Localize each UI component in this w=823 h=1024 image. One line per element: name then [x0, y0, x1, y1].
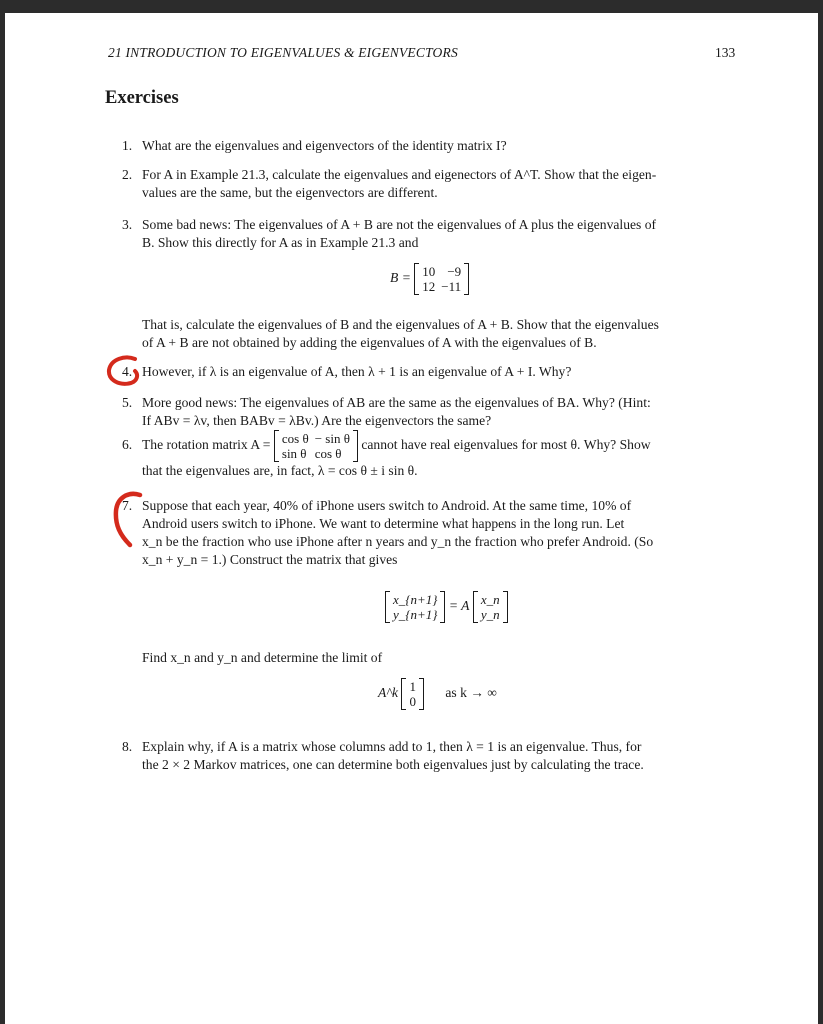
exercise-text-line: values are the same, but the eigenvectors are different. — [142, 185, 438, 200]
initial-vector — [401, 678, 424, 710]
matrix-cell: −11 — [441, 279, 462, 294]
page-number: 133 — [715, 45, 736, 60]
exercise-text-line: of A + B are not obtained by adding the eigenvalues of A with the eigenvalues of B. — [142, 335, 597, 350]
exercise-7 — [122, 497, 744, 569]
chapter-running-title: 21 INTRODUCTION TO EIGENVALUES & EIGENVECTORS — [108, 45, 458, 60]
exercise-text-line: For A in Example 21.3, calculate the eigenvalues and eigenectors of A^T. Show that the eigen- — [142, 167, 657, 182]
exercise-text-line: Some bad news: The eigenvalues of A + B are not the eigenvalues of A plus the eigenvalues of — [142, 217, 657, 232]
vector-cell: 1 — [409, 679, 416, 694]
exercise-number: 5. — [122, 395, 133, 410]
matrix-b-equation — [390, 263, 469, 295]
exercise-text-line: x_n + y_n = 1.) Construct the matrix that gives — [142, 552, 398, 567]
exercise-3-followup — [142, 316, 742, 352]
exercise-3 — [122, 216, 744, 252]
vector-cell: y_n — [480, 607, 500, 622]
exercise-8 — [122, 738, 744, 774]
matrix-power: A^k — [378, 685, 399, 701]
exercise-text-line: x_n be the fraction who use iPhone after n years and y_n the fraction who prefer Android. (So — [142, 534, 654, 549]
matrix-b — [414, 263, 469, 295]
exercise-4 — [122, 363, 744, 381]
vector-next — [385, 591, 445, 623]
exercise-text-line: More good news: The eigenvalues of AB are the same as the eigenvalues of BA. Why? (Hint: — [142, 395, 651, 410]
exercise-number: 8. — [122, 739, 133, 754]
exercise-number: 7. — [122, 498, 133, 513]
exercise-number: 3. — [122, 217, 133, 232]
exercise-number: 2. — [122, 167, 133, 182]
matrix-cell: sin θ — [281, 446, 307, 461]
exercise-2 — [122, 166, 744, 202]
matrix-cell: 12 — [422, 279, 436, 294]
rotation-matrix — [274, 430, 358, 462]
find-limit-text: Find x_n and y_n and determine the limit of — [142, 650, 383, 665]
exercise-number: 4. — [122, 364, 133, 379]
exercise-6 — [122, 430, 744, 480]
exercise-text-line: Android users switch to iPhone. We want to determine what happens in the long run. Let — [142, 516, 625, 531]
textbook-page — [5, 13, 818, 1024]
vector-cell: 0 — [409, 694, 416, 709]
exercise-text-line: B. Show this directly for A as in Example 21.3 and — [142, 235, 419, 250]
limit-expression — [378, 678, 497, 710]
exercise-text-line: that the eigenvalues are, in fact, λ = cos θ ± i sin θ. — [142, 463, 418, 478]
exercise-text-line: Suppose that each year, 40% of iPhone users switch to Android. At the same time, 10% of — [142, 498, 632, 513]
matrix-cell: − sin θ — [314, 431, 350, 446]
equals-a: = A — [448, 598, 470, 614]
exercise-text: What are the eigenvalues and eigenvectors of the identity matrix I? — [142, 138, 507, 153]
matrix-label: B = — [390, 270, 411, 286]
exercise-number: 1. — [122, 138, 133, 153]
exercise-number: 6. — [122, 437, 133, 453]
matrix-cell: −9 — [447, 264, 462, 279]
exercise-text-line: That is, calculate the eigenvalues of B and the eigenvalues of A + B. Show that the eigenvalues — [142, 317, 659, 332]
exercise-tail-text: cannot have real eigenvalues for most θ. Why? Show — [361, 437, 651, 453]
limit-condition: as k → ∞ — [445, 685, 497, 701]
vector-cell: y_{n+1} — [393, 607, 438, 622]
exercise-1 — [122, 137, 744, 155]
exercise-text-line: the 2 × 2 Markov matrices, one can determine both eigenvalues just by calculating the trace. — [142, 757, 644, 772]
matrix-cell: 10 — [422, 264, 436, 279]
exercises-heading: Exercises — [105, 88, 179, 108]
exercise-text-line: Explain why, if A is a matrix whose columns add to 1, then λ = 1 is an eigenvalue. Thus, for — [142, 739, 642, 754]
matrix-cell: cos θ — [314, 446, 342, 461]
recurrence-equation — [385, 591, 508, 623]
exercise-text: However, if λ is an eigenvalue of A, then λ + 1 is an eigenvalue of A + I. Why? — [142, 364, 572, 379]
matrix-cell: cos θ — [281, 431, 309, 446]
vector-cell: x_n — [480, 592, 500, 607]
exercise-text-line: If ABv = λv, then BABv = λBv.) Are the eigenvectors the same? — [142, 413, 492, 428]
vector-cell: x_{n+1} — [393, 592, 438, 607]
exercise-lead-text: The rotation matrix A = — [142, 437, 271, 453]
exercise-5 — [122, 394, 744, 430]
vector-current — [473, 591, 508, 623]
